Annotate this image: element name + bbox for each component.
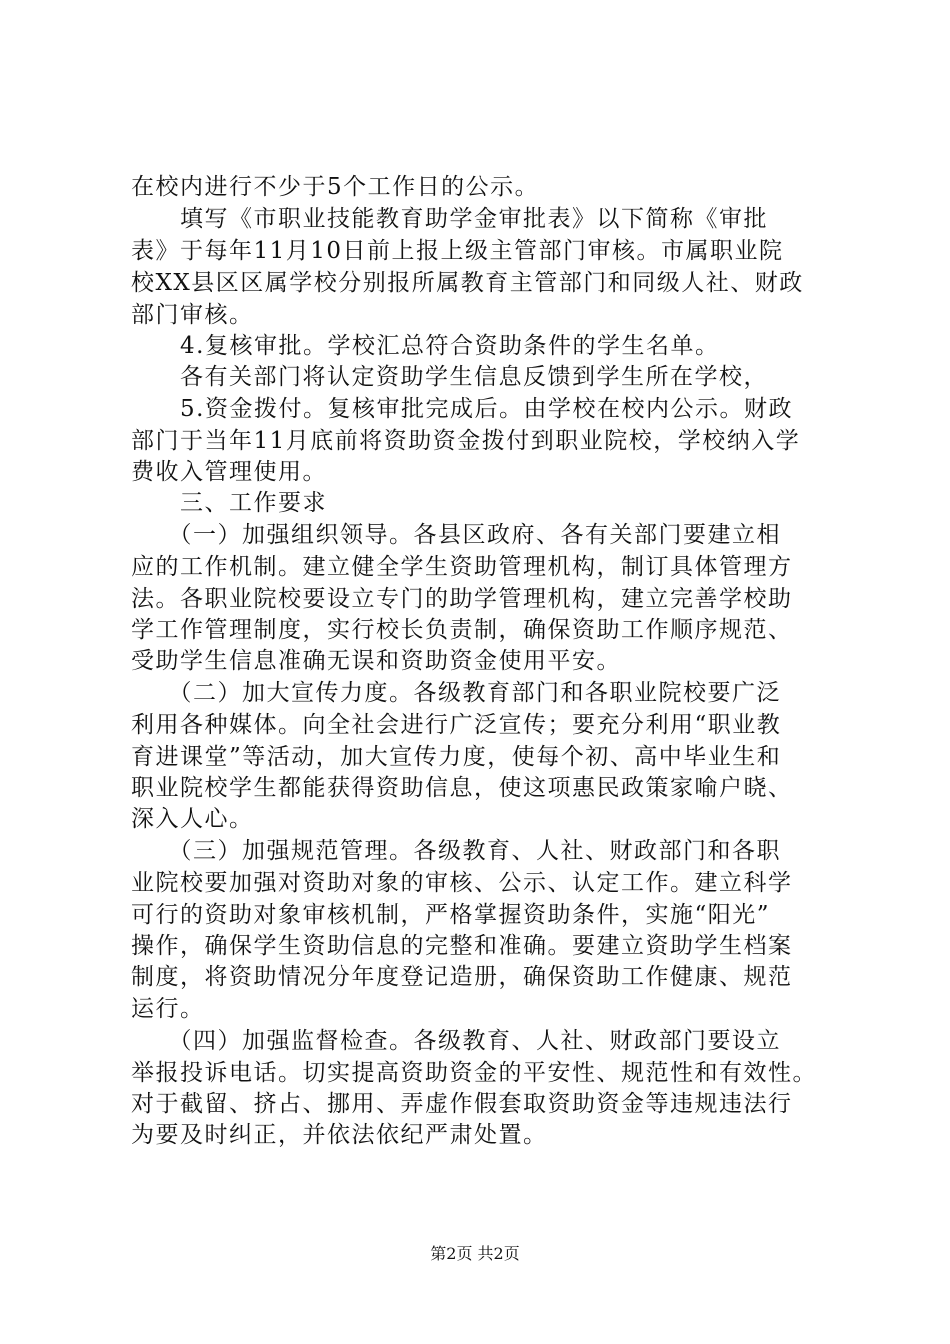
text-line: 业院校要加强对资助对象的审核、公示、认定工作。建立科学 [131,870,793,896]
text-line: 5.资金拨付。复核审批完成后。由学校在校内公示。财政 [131,396,793,422]
text-line: 操作，确保学生资助信息的完整和准确。要建立资助学生档案 [131,933,793,959]
section-heading: 三、工作要求 [131,490,327,516]
text-line: 为要及时纠正，并依法依纪严肃处置。 [131,1122,548,1148]
page-number: 第2页 共2页 [430,1244,520,1263]
text-line: 校XX县区区属学校分别报所属教育主管部门和同级人社、财政 [131,270,804,296]
text-line: 育进课堂”等活动，加大宣传力度，使每个初、高中毕业生和 [131,744,782,770]
text-line: 举报投诉电话。切实提高资助资金的平安性、规范性和有效性。 [131,1060,817,1086]
text-line: 制度，将资助情况分年度登记造册，确保资助工作健康、规范 [131,964,793,990]
text-line: 运行。 [131,996,205,1022]
text-line: （四）加强监督检查。各级教育、人社、财政部门要设立 [131,1028,781,1054]
text-line: 4.复核审批。学校汇总符合资助条件的学生名单。 [131,333,720,359]
text-line: 受助学生信息准确无误和资助资金使用平安。 [131,648,621,674]
text-line: 部门于当年11月底前将资助资金拨付到职业院校，学校纳入学 [131,428,801,454]
text-line: （三）加强规范管理。各级教育、人社、财政部门和各职 [131,838,781,864]
text-line: 对于截留、挤占、挪用、弄虚作假套取资助资金等违规违法行 [131,1091,793,1117]
text-line: 学工作管理制度，实行校长负责制，确保资助工作顺序规范、 [131,617,793,643]
text-line: （一）加强组织领导。各县区政府、各有关部门要建立相 [131,522,781,548]
page-footer [0,1244,950,1264]
text-line: 法。各职业院校要设立专门的助学管理机构，建立完善学校助 [131,586,793,612]
text-line: 应的工作机制。建立健全学生资助管理机构，制订具体管理方 [131,554,793,580]
text-line: 在校内进行不少于5个工作日的公示。 [131,174,540,200]
text-line: 部门审核。 [131,302,254,328]
text-line: 费收入管理使用。 [131,459,327,485]
text-line: 利用各种媒体。向全社会进行广泛宣传；要充分利用“职业教 [131,712,782,738]
text-line: 表》于每年11月10日前上报上级主管部门审核。市属职业院 [131,238,784,264]
text-line: 可行的资助对象审核机制，严格掌握资助条件，实施“阳光” [131,902,771,928]
text-line: 填写《市职业技能教育助学金审批表》以下简称《审批 [131,206,768,232]
text-line: 职业院校学生都能获得资助信息，使这项惠民政策家喻户晓、 [131,775,793,801]
text-line: （二）加大宣传力度。各级教育部门和各职业院校要广泛 [131,680,781,706]
text-line: 深入人心。 [131,806,254,832]
text-line: 各有关部门将认定资助学生信息反馈到学生所在学校， [131,364,768,390]
